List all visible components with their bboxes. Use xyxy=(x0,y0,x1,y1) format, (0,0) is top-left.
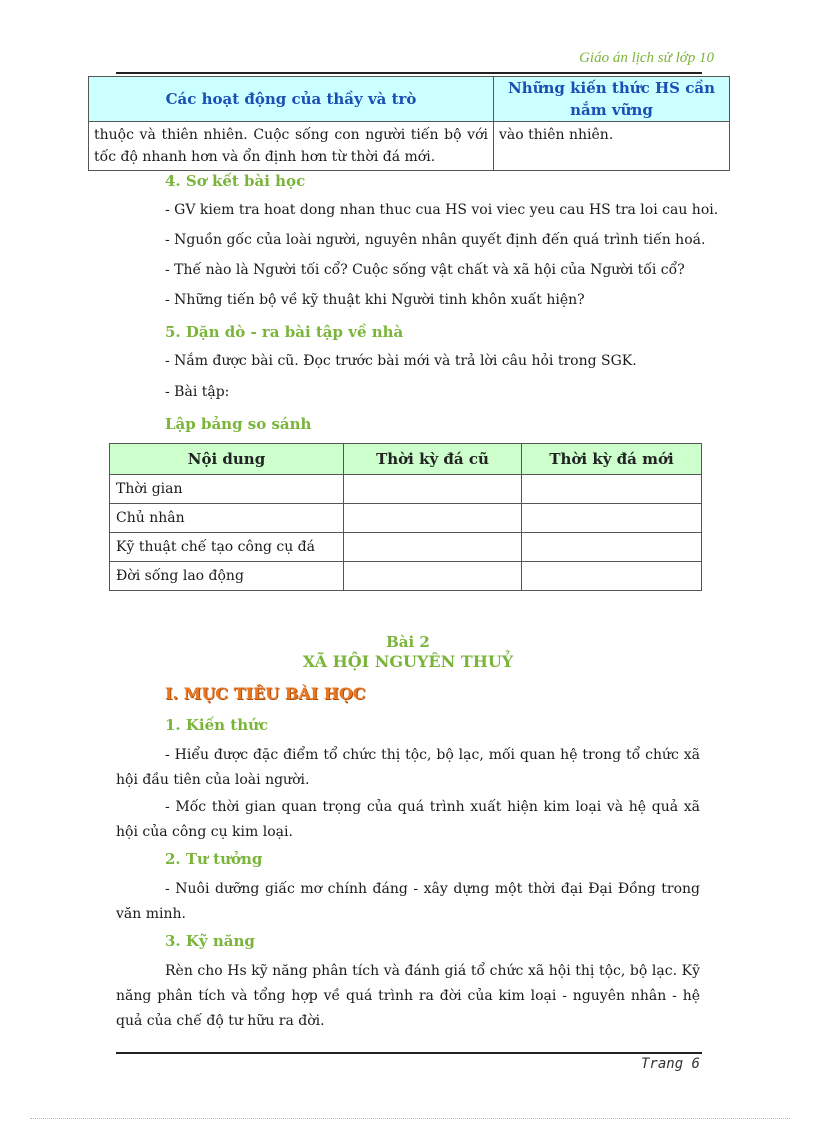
section4-heading: 4. Sơ kết bài học xyxy=(165,172,306,190)
compare-header-new-stone: Thời kỳ đá mới xyxy=(522,444,702,475)
knowledge-cell: vào thiên nhiên. xyxy=(494,122,730,171)
section5-heading: 5. Dặn dò - ra bài tập về nhà xyxy=(165,323,404,341)
knowledge-paragraph: - Hiểu được đặc điểm tổ chức thị tộc, bộ lạc, mối quan hệ trong tổ chức xã hội đầu tiên của loài người. xyxy=(116,747,700,788)
skill-heading: 3. Kỹ năng xyxy=(165,932,255,950)
lesson-title: XÃ HỘI NGUYÊN THUỶ xyxy=(302,652,514,671)
objectives-heading: I. MỤC TIÊU BÀI HỌC xyxy=(165,684,366,703)
table-row xyxy=(110,533,702,562)
table-row xyxy=(110,504,702,533)
activities-header: Các hoạt động của thầy và trò xyxy=(89,77,494,122)
compare-header-old-stone: Thời kỳ đá cũ xyxy=(344,444,522,475)
table-row xyxy=(110,475,702,504)
row-label: Đời sống lao động xyxy=(110,562,344,591)
knowledge-heading: 1. Kiến thức xyxy=(165,716,269,734)
thought-paragraph: - Nuôi dưỡng giấc mơ chính đáng - xây dựng một thời đại Đại Đồng trong văn minh. xyxy=(116,881,700,922)
skill-paragraph: Rèn cho Hs kỹ năng phân tích và đánh giá tổ chức xã hội thị tộc, bộ lạc. Kỹ năng phân tích và tổng hợp về quá trình ra đời của kim loại - nguyên nhân - hệ quả của chế độ tư hữu ra đời. xyxy=(116,963,700,1029)
lesson-number: Bài 2 xyxy=(386,633,430,651)
activities-cell: thuộc và thiên nhiên. Cuộc sống con người tiến bộ với tốc độ nhanh hơn và ổn định hơn từ thời đá mới. xyxy=(89,122,494,171)
footer-rule xyxy=(116,1052,702,1054)
section4-item: - Những tiến bộ về kỹ thuật khi Người tinh khôn xuất hiện? xyxy=(165,292,585,308)
section5-item: - Nắm được bài cũ. Đọc trước bài mới và trả lời câu hỏi trong SGK. xyxy=(165,353,637,369)
section5-item: - Bài tập: xyxy=(165,384,230,400)
page-boundary xyxy=(30,1118,790,1119)
table-row xyxy=(110,562,702,591)
header-rule xyxy=(116,72,702,74)
knowledge-header: Những kiến thức HS cần nắm vững xyxy=(494,77,730,122)
thought-heading: 2. Tư tưởng xyxy=(165,850,263,868)
compare-header-content: Nội dung xyxy=(110,444,344,475)
section4-item: - GV kiem tra hoat dong nhan thuc cua HS voi viec yeu cau HS tra loi cau hoi. xyxy=(165,202,719,218)
knowledge-paragraph: - Mốc thời gian quan trọng của quá trình xuất hiện kim loại và hệ quả xã hội của công cụ kim loại. xyxy=(116,799,700,840)
row-label: Chủ nhân xyxy=(110,504,344,533)
compare-table xyxy=(109,443,702,591)
header-title: Giáo án lịch sử lớp 10 xyxy=(579,50,714,66)
compare-subheading: Lập bảng so sánh xyxy=(165,415,312,433)
section4-item: - Nguồn gốc của loài người, nguyên nhân quyết định đến quá trình tiến hoá. xyxy=(165,232,706,248)
page-number: Trang 6 xyxy=(640,1056,700,1072)
activities-table xyxy=(88,76,730,171)
section4-item: - Thế nào là Người tối cổ? Cuộc sống vật chất và xã hội của Người tối cổ? xyxy=(165,262,685,278)
row-label: Thời gian xyxy=(110,475,344,504)
row-label: Kỹ thuật chế tạo công cụ đá xyxy=(110,533,344,562)
